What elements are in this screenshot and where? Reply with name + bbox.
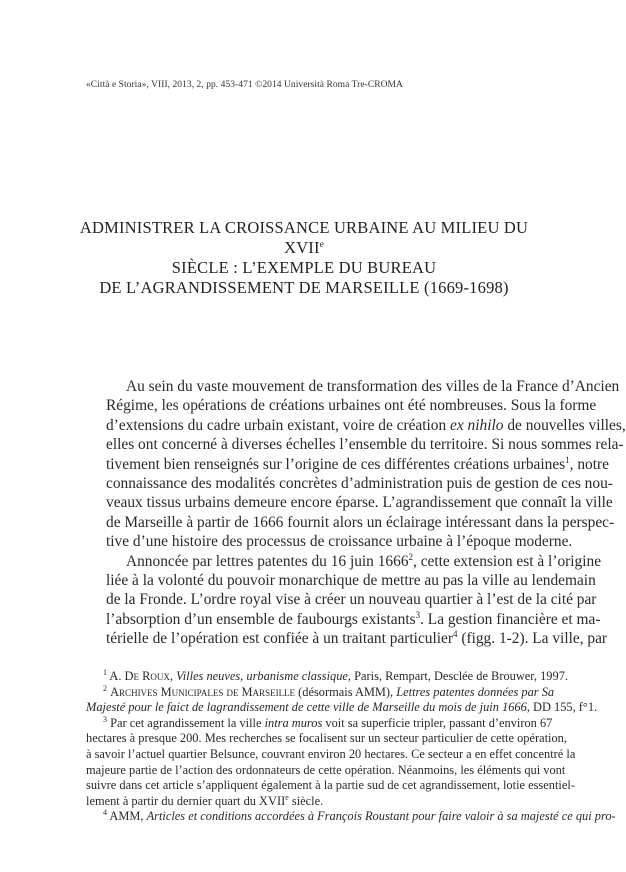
paragraph-2	[86, 551, 608, 649]
footnote-2-line-2: Majesté pour le faict de lagrandissement de cette ville de Marseille du mois de juin 1666, DD 155, f°1.	[86, 700, 598, 715]
footnote-3-line-6: lement à partir du dernier quart du XVIIe siècle.	[86, 792, 324, 808]
paragraph-1-line-7: veaux tissus urbains demeure encore éparse. L’agrandissement que connaît la ville	[106, 494, 613, 512]
paragraph-1	[86, 377, 626, 552]
title-line-1: ADMINISTRER LA CROISSANCE URBAINE AU MILIEU DU XVIIe	[79, 218, 529, 257]
footnote-ref-4[interactable]: 4	[452, 629, 458, 640]
title-line-3: DE L’AGRANDISSEMENT DE MARSEILLE (1669-1698)	[99, 278, 509, 297]
paragraph-1-line-6: connaissance des modalités concrètes d’administration puis de gestion de ces nou-	[106, 475, 613, 493]
paragraph-2-line-3: de la Fronde. L’ordre royal vise à créer un nouveau quartier à l’est de la cité par	[106, 591, 597, 609]
paragraph-1-line-8: de Marseille à partir de 1666 fournit alors un éclairage intéressant dans la perspec-	[106, 513, 615, 531]
footnote-ref-1[interactable]: 1	[565, 454, 570, 465]
footnote-2-line-1: $^2$ Archives Municipales de Marseille (désormais AMM), Lettres patentes données par Sa	[103, 683, 555, 699]
paragraph-1-line-5: tivement bien renseignés sur l’origine de ces différentes créations urbaines$^1$, notre	[106, 454, 609, 473]
footnote-3-line-4: majeure partie de l’action des ordonnateurs de cette opération. Néanmoins, les éléments qui vont	[86, 762, 566, 777]
paragraph-1-line-9: tive d’une histoire des processus de croissance urbaine à l’époque moderne.	[106, 533, 573, 551]
paragraph-1-line-3: d’extensions du cadre urbain existant, voire de création ex nihilo de nouvelles villes,	[106, 416, 626, 434]
footnote-ref-3[interactable]: 3	[415, 609, 421, 620]
footnote-3	[86, 714, 576, 810]
paragraph-2-line-1: Annoncée par lettres patentes du 16 juin 1666$^2$, cette extension est à l’origine	[126, 551, 602, 570]
journal-citation-header: «Città e Storia», VIII, 2013, 2, pp. 453-471 ©2014 Università Roma Tre-CROMA	[86, 80, 403, 90]
footnote-3-line-5: suivre dans cet article s’appliquent également à la partie sud de cet agrandissement, lotie essentiel-	[86, 778, 575, 793]
paragraph-2-line-2: liée à la volonté du pouvoir monarchique de mettre au pas la ville au lendemain	[106, 572, 596, 590]
paragraph-2-line-4: l’absorption d’un ensemble de faubourgs existants$^3$. La gestion financière et ma-	[106, 609, 601, 628]
paragraph-1-line-1: Au sein du vaste mouvement de transformation des villes de la France d’Ancien	[126, 378, 620, 395]
footnote-ref-2[interactable]: 2	[408, 551, 414, 562]
footnote-1	[86, 668, 568, 685]
paragraph-2-line-5: térielle de l’opération est confiée à un traitant particulier$^4$ (figg. 1-2). La ville, par	[106, 629, 608, 648]
footnote-3-line-2: hectares à presque 200. Mes recherches se focalisent sur un secteur particulier de cette opération,	[86, 731, 567, 746]
footnote-4-line-1: $^4$ AMM, Articles et conditions accordées à François Roustant pour faire valoir à sa majesté ce qui pro-	[103, 808, 616, 824]
footnote-3-line-1: $^3$ Par cet agrandissement la ville intra muros voit sa superficie tripler, passant d’environ 67	[103, 714, 553, 730]
article-title	[60, 218, 548, 298]
footnote-1-line-1: $^1$ A. De Roux, Villes neuves, urbanisme classique, Paris, Rempart, Desclée de Brouwer, 1997.	[103, 668, 568, 683]
footnote-4	[86, 808, 616, 825]
paragraph-1-line-4: elles ont concerné à diverses échelles l’ensemble du territoire. Si nous sommes rela-	[106, 436, 624, 454]
footnotes	[86, 668, 616, 825]
paragraph-1-line-2: Régime, les opérations de créations urbaines ont été nombreuses. Sous la forme	[106, 397, 597, 415]
footnote-3-line-3: à savoir l’actuel quartier Belsunce, couvrant environ 20 hectares. Ce secteur a en effet concentré la	[86, 746, 576, 761]
article-body	[86, 377, 626, 649]
footnote-2	[86, 683, 598, 716]
title-line-2: SIÈCLE : L’EXEMPLE DU BUREAU	[171, 258, 437, 277]
